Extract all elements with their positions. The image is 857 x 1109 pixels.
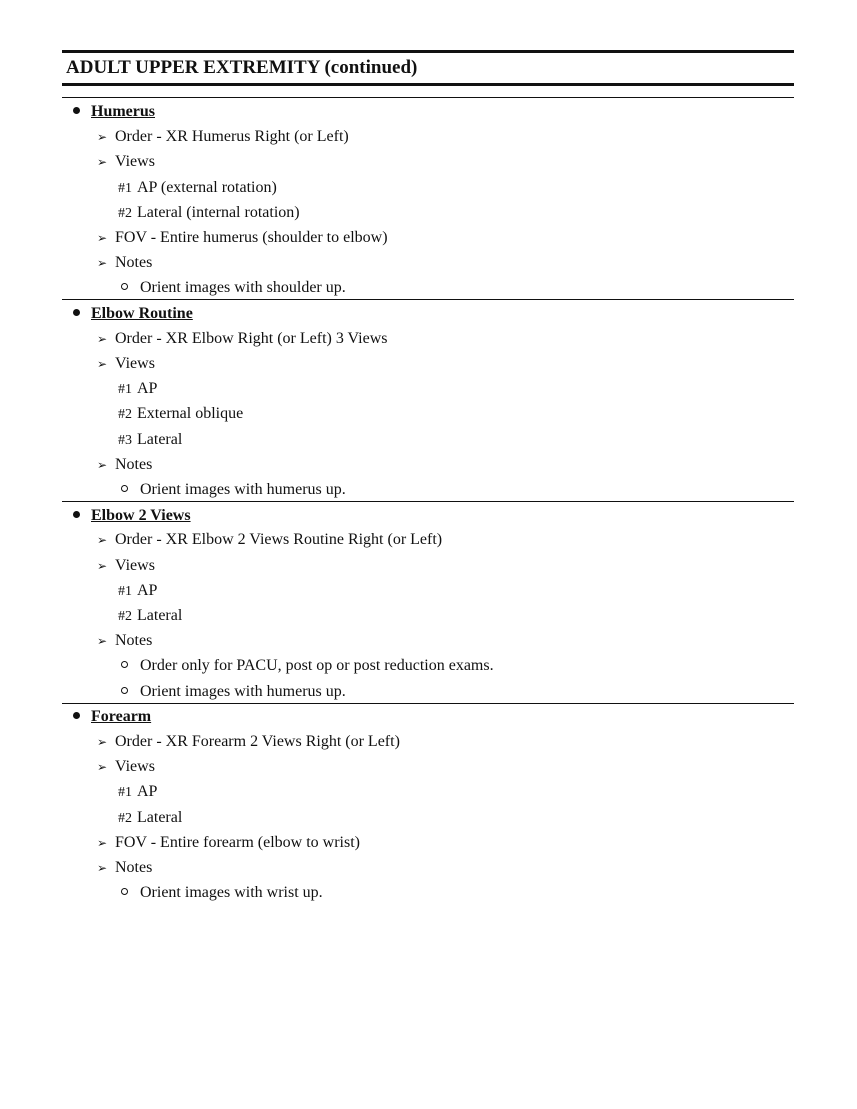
note-text: Orient images with wrist up. — [140, 884, 323, 901]
section-forearm — [73, 707, 151, 727]
note-item — [121, 682, 346, 702]
section-title: Elbow Routine — [91, 305, 193, 322]
header-bottom-rule — [62, 83, 794, 86]
notes-label: Notes — [115, 456, 153, 473]
arrow-bullet-icon: ➢ — [97, 130, 108, 144]
bullet-icon — [73, 309, 80, 316]
view-number: #1 — [118, 584, 132, 599]
order-item — [97, 732, 400, 752]
section-title: Humerus — [91, 103, 155, 120]
view-text: AP — [137, 582, 158, 599]
view-number: #3 — [118, 433, 132, 448]
view-item — [118, 404, 243, 425]
fov-text: FOV - Entire humerus (shoulder to elbow) — [115, 229, 388, 246]
bullet-icon — [73, 511, 80, 518]
order-text: Order - XR Elbow 2 Views Routine Right (or Left) — [115, 531, 443, 548]
notes-item — [97, 631, 152, 651]
notes-item — [97, 253, 152, 273]
view-number: #1 — [118, 382, 132, 397]
views-label: Views — [115, 758, 155, 775]
arrow-bullet-icon: ➢ — [97, 231, 108, 245]
note-text: Orient images with humerus up. — [140, 683, 346, 700]
order-item — [97, 530, 442, 550]
arrow-bullet-icon: ➢ — [97, 735, 108, 749]
arrow-bullet-icon: ➢ — [97, 861, 108, 875]
view-text: Lateral — [137, 607, 183, 624]
arrow-bullet-icon: ➢ — [97, 256, 108, 270]
view-text: Lateral (internal rotation) — [137, 204, 300, 221]
section-divider — [62, 703, 794, 704]
views-item — [97, 354, 155, 374]
section-title: Elbow 2 Views — [91, 507, 191, 524]
view-item — [118, 178, 277, 199]
view-item — [118, 203, 300, 224]
note-item — [121, 883, 323, 903]
notes-label: Notes — [115, 632, 153, 649]
view-text: Lateral — [137, 431, 183, 448]
view-item — [118, 581, 157, 602]
arrow-bullet-icon: ➢ — [97, 155, 108, 169]
view-item — [118, 606, 182, 627]
arrow-bullet-icon: ➢ — [97, 357, 108, 371]
arrow-bullet-icon: ➢ — [97, 533, 108, 547]
fov-item — [97, 833, 360, 853]
note-item — [121, 656, 494, 676]
view-number: #2 — [118, 811, 132, 826]
arrow-bullet-icon: ➢ — [97, 760, 108, 774]
order-text: Order - XR Humerus Right (or Left) — [115, 128, 349, 145]
view-item — [118, 782, 157, 803]
views-item — [97, 152, 155, 172]
view-number: #2 — [118, 609, 132, 624]
arrow-bullet-icon: ➢ — [97, 559, 108, 573]
view-item — [118, 379, 157, 400]
notes-label: Notes — [115, 254, 153, 271]
section-title: Forearm — [91, 708, 152, 725]
order-text: Order - XR Forearm 2 Views Right (or Left) — [115, 733, 400, 750]
view-text: External oblique — [137, 405, 244, 422]
page-title: ADULT UPPER EXTREMITY (continued) — [66, 57, 418, 78]
views-label: Views — [115, 153, 155, 170]
circle-bullet-icon — [121, 888, 128, 895]
view-number: #2 — [118, 407, 132, 422]
header-top-rule — [62, 50, 794, 53]
circle-bullet-icon — [121, 485, 128, 492]
arrow-bullet-icon: ➢ — [97, 634, 108, 648]
view-text: AP — [137, 783, 158, 800]
arrow-bullet-icon: ➢ — [97, 332, 108, 346]
order-item — [97, 329, 387, 349]
circle-bullet-icon — [121, 687, 128, 694]
note-text: Order only for PACU, post op or post reduction exams. — [140, 657, 494, 674]
view-number: #2 — [118, 206, 132, 221]
view-item — [118, 808, 182, 829]
notes-item — [97, 858, 152, 878]
notes-item — [97, 455, 152, 475]
section-elbow-2-views — [73, 506, 191, 526]
circle-bullet-icon — [121, 661, 128, 668]
note-text: Orient images with humerus up. — [140, 481, 346, 498]
section-humerus — [73, 102, 155, 122]
arrow-bullet-icon: ➢ — [97, 458, 108, 472]
views-label: Views — [115, 355, 155, 372]
views-item — [97, 556, 155, 576]
views-label: Views — [115, 557, 155, 574]
section-divider — [62, 501, 794, 502]
bullet-icon — [73, 712, 80, 719]
section-divider — [62, 299, 794, 300]
fov-item — [97, 228, 388, 248]
note-item — [121, 480, 346, 500]
note-text: Orient images with shoulder up. — [140, 279, 346, 296]
views-item — [97, 757, 155, 777]
order-text: Order - XR Elbow Right (or Left) 3 Views — [115, 330, 388, 347]
bullet-icon — [73, 107, 80, 114]
note-item — [121, 278, 346, 298]
circle-bullet-icon — [121, 283, 128, 290]
arrow-bullet-icon: ➢ — [97, 836, 108, 850]
order-item — [97, 127, 349, 147]
view-text: Lateral — [137, 809, 183, 826]
fov-text: FOV - Entire forearm (elbow to wrist) — [115, 834, 360, 851]
view-item — [118, 430, 182, 451]
view-text: AP (external rotation) — [137, 179, 277, 196]
header-under-rule — [62, 97, 794, 98]
view-number: #1 — [118, 785, 132, 800]
notes-label: Notes — [115, 859, 153, 876]
section-elbow-routine — [73, 304, 193, 324]
view-text: AP — [137, 380, 158, 397]
view-number: #1 — [118, 181, 132, 196]
